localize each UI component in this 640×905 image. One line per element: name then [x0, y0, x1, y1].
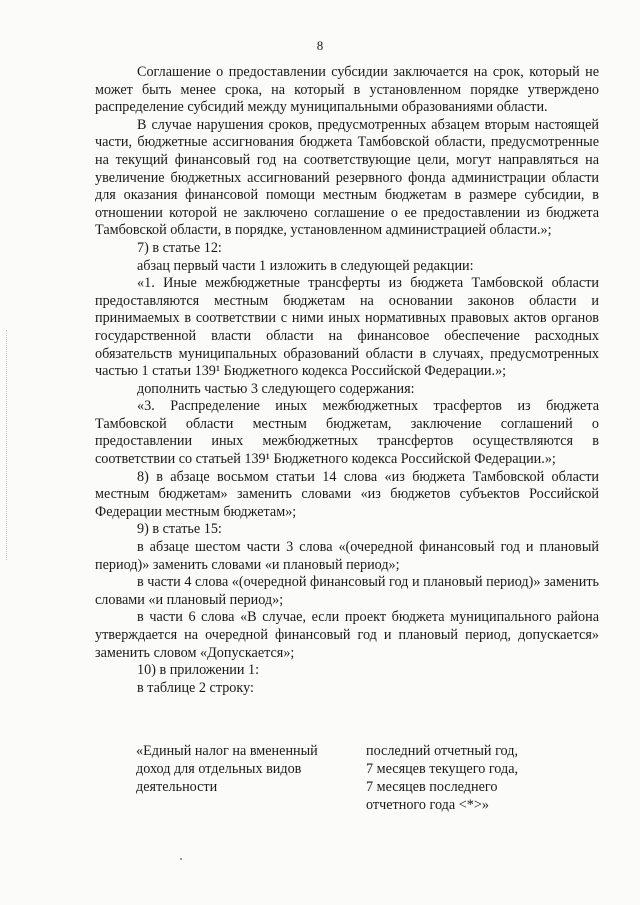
cell-line: доход для отдельных видов: [136, 761, 302, 777]
scan-margin-mark: [6, 330, 8, 560]
cell-line: отчетного года <*>»: [366, 797, 489, 813]
scan-speck: [180, 858, 182, 860]
cell-line: 7 месяцев текущего года,: [366, 761, 519, 777]
paragraph: в абзаце шестом части 3 слова «(очередной финансовый год и плановый период)» заменить словами «и плановый период»;: [95, 539, 599, 573]
paragraph: дополнить частью 3 следующего содержания:: [137, 380, 415, 397]
paragraph: 7) в статье 12:: [137, 239, 222, 256]
paragraph: «1. Иные межбюджетные трансферты из бюджета Тамбовской области предоставляются местным бюджетам на основании законов области и принимаемых в соответствии с ними иных нормативных правовых актов органов государственной власти области на финансовое обеспечение расходных обязательств муниципальных образований области в случаях, предусмотренных частью 1 статьи 139¹ Бюджетного кодекса Российской Федерации.»;: [95, 275, 599, 380]
table-cell-tax-name: [136, 742, 366, 796]
paragraph: 10) в приложении 1:: [137, 662, 260, 679]
page-number: 8: [316, 38, 324, 53]
paragraph: Соглашение о предоставлении субсидии заключается на срок, который не может быть менее срока, на который в установленном порядке утверждено распределение субсидий между муниципальными образованиями области.: [95, 64, 599, 116]
paragraph: в части 4 слова «(очередной финансовый год и плановый период)» заменить словами «и плановый период»;: [95, 574, 599, 608]
table-cell-period: [366, 742, 606, 814]
paragraph: 8) в абзаце восьмом статьи 14 слова «из бюджета Тамбовской области местным бюджетам» заменить словами «из бюджетов субъектов Российской Федерации местным бюджетам»;: [95, 468, 599, 520]
paragraph: В случае нарушения сроков, предусмотренных абзацем вторым настоящей части, бюджетные ассигнования бюджета Тамбовской области, предусмотренные на текущий финансовый год на соответствующие цели, могут направляться на увеличение бюджетных ассигнований резервного фонда администрации области для оказания финансовой помощи местным бюджетам в размере субсидии, в отношении которой не заключено соглашение о ее предоставлении из бюджета Тамбовской области, в порядке, установленном администрацией области.»;: [95, 116, 599, 239]
paragraph: в части 6 слова «В случае, если проект бюджета муниципального района утверждается на очередной финансовый год и плановый период, допускается» заменить словом «Допускается»;: [95, 609, 599, 661]
cell-line: деятельности: [136, 779, 218, 795]
cell-line: «Единый налог на вмененный: [136, 743, 318, 759]
cell-line: 7 месяцев последнего: [366, 779, 498, 795]
paragraph: абзац первый части 1 изложить в следующей редакции:: [137, 257, 474, 274]
paragraph: в таблице 2 строку:: [137, 679, 254, 696]
cell-line: последний отчетный год,: [366, 743, 518, 759]
paragraph: «3. Распределение иных межбюджетных трасфертов из бюджета Тамбовской области местным бюджетам, заключение соглашений о предоставлении иных межбюджетных трансфертов осуществляются в соответствии со статьей 139¹ Бюджетного кодекса Российской Федерации.»;: [95, 398, 599, 468]
document-body: [95, 64, 599, 697]
paragraph: 9) в статье 15:: [137, 521, 222, 538]
